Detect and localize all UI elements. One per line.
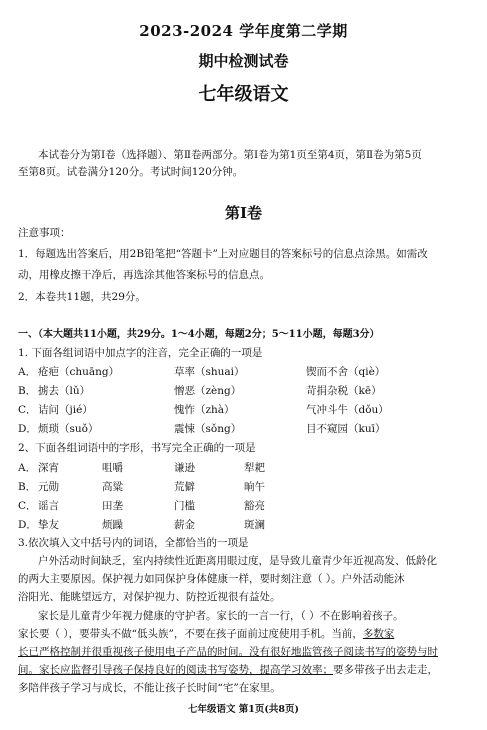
option-word: 疮疤（chuāng） bbox=[38, 366, 120, 378]
option-word: 愧怍（zhà） bbox=[174, 404, 235, 416]
option-word: 深宵 bbox=[38, 462, 59, 474]
option-word: 憎恶（zèng） bbox=[174, 385, 242, 397]
option-word: 门槛 bbox=[174, 500, 195, 512]
subject-title: 七年级语文 bbox=[198, 84, 289, 105]
section-title: 第Ⅰ卷 bbox=[224, 204, 263, 222]
q2-stem: 2、下面各组词语中的字形，书写完全正确的一项是 bbox=[18, 442, 256, 454]
option-word: 震悚（sǒng） bbox=[174, 423, 242, 435]
option-word: 咀嚼 bbox=[102, 462, 123, 474]
notes-title: 注意事项： bbox=[18, 227, 71, 239]
option-label: B． bbox=[18, 481, 37, 493]
notes-item-1-line-1: 1．每题选出答案后，用2B铅笔把“答题卡”上对应题目的答案标号的信息点涂黑。如需改 bbox=[18, 248, 428, 260]
option-word: 晌午 bbox=[244, 481, 265, 493]
passage-underlined-text: 间。家长应监督引导孩子保持良好的阅读书写姿势，提高学习效率； bbox=[18, 664, 333, 676]
q3-passage-2-line-3 bbox=[18, 645, 438, 659]
intro-line-2: 至第8页。试卷满分120分。考试时间120分钟。 bbox=[18, 166, 244, 178]
option-label: A． bbox=[18, 366, 37, 378]
passage-underlined-text: 长已严格控制并很重视孩子使用电子产品的时间。 bbox=[18, 646, 249, 658]
q1-stem: 1. 下面各组词语中加点字的注音，完全正确的一项是 bbox=[18, 347, 263, 359]
option-word: 高粱 bbox=[102, 481, 123, 493]
option-word: 豁亮 bbox=[244, 500, 265, 512]
option-word: 薪金 bbox=[174, 519, 195, 531]
option-word: 谦逊 bbox=[174, 462, 195, 474]
option-word: 烦躁 bbox=[102, 519, 123, 531]
q3-passage-2-line-4 bbox=[18, 663, 438, 677]
part-one-heading: 一、（本大题共11小题，共29分。1～4小题，每题2分；5～11小题，每题3分） bbox=[18, 329, 380, 340]
option-word: 荒僻 bbox=[174, 481, 195, 493]
passage-underlined-text: 多数家 bbox=[362, 628, 395, 640]
school-year-title: 2023-2024 学年度第二学期 bbox=[139, 22, 348, 40]
notes-item-1-line-2: 动，用橡皮擦干净后，再选涂其他答案标号的信息点。 bbox=[18, 269, 270, 281]
notes-item-2: 2．本卷共11题，共29分。 bbox=[18, 291, 146, 303]
option-label: A． bbox=[18, 462, 37, 474]
option-label: C． bbox=[18, 404, 37, 416]
option-word: 斑澜 bbox=[244, 519, 265, 531]
q3-passage-2-line-2 bbox=[18, 627, 394, 641]
option-word: 诘问（jié） bbox=[38, 404, 93, 416]
q3-passage-1-line-2: 的两大主要原因。保护视力如同保护身体健康一样，要时刻注意（ ）。户外活动能沐 bbox=[18, 573, 405, 585]
intro-line-1: 本试卷分为第Ⅰ卷（选择题）、第Ⅱ卷两部分。第Ⅰ卷为第1页至第4页，第Ⅱ卷为第5页 bbox=[38, 149, 422, 161]
option-word: 掳去（lǔ） bbox=[38, 385, 91, 397]
option-label: C． bbox=[18, 500, 37, 512]
option-word: 气冲斗牛（dǒu） bbox=[306, 404, 389, 416]
option-word: 苛捐杂税（kē） bbox=[306, 385, 382, 397]
option-word: 烦琐（suǒ） bbox=[38, 423, 99, 435]
option-word: 田垄 bbox=[102, 500, 123, 512]
option-word: 谣言 bbox=[38, 500, 59, 512]
option-word: 元勋 bbox=[38, 481, 59, 493]
option-word: 目不窥园（kuī） bbox=[306, 423, 386, 435]
option-label: D． bbox=[18, 423, 37, 435]
q3-passage-1-line-1: 户外活动时间缺乏，室内持续性近距离用眼过度，是导致儿童青少年近视高发、低龄化 bbox=[38, 555, 437, 567]
option-word: 锲而不舍（qiè） bbox=[306, 366, 386, 378]
q3-passage-2-line-5: 多陪伴孩子学习与成长，不能让孩子长时间“宅”在家里。 bbox=[18, 682, 281, 694]
option-label: B． bbox=[18, 385, 37, 397]
passage-text: 要多带孩子出去走走， bbox=[333, 664, 438, 676]
option-label: D． bbox=[18, 519, 37, 531]
page-footer: 七年级语文 第1页(共8页) bbox=[187, 704, 300, 715]
passage-underlined-text: 没有很好地监管孩子阅读书写的姿势与时 bbox=[249, 646, 438, 658]
q3-passage-2-line-1: 家长是儿童青少年视力健康的守护者。家长的一言一行，（ ）不在影响着孩子。 bbox=[38, 610, 404, 622]
passage-text: 家长要（ ），要带头不做“低头族”，不要在孩子面前过度使用手机。当前， bbox=[18, 628, 363, 640]
option-word: 草率（shuai） bbox=[174, 366, 245, 378]
exam-name-title: 期中检测试卷 bbox=[198, 52, 289, 70]
option-word: 犁耙 bbox=[244, 462, 265, 474]
q3-stem: 3.依次填入文中括号内的词语，全都恰当的一项是 bbox=[18, 537, 249, 549]
option-word: 挚友 bbox=[38, 519, 59, 531]
q3-passage-1-line-3: 浴阳光、能眺望远方，对保护视力、防控近视很有益处。 bbox=[18, 591, 281, 603]
